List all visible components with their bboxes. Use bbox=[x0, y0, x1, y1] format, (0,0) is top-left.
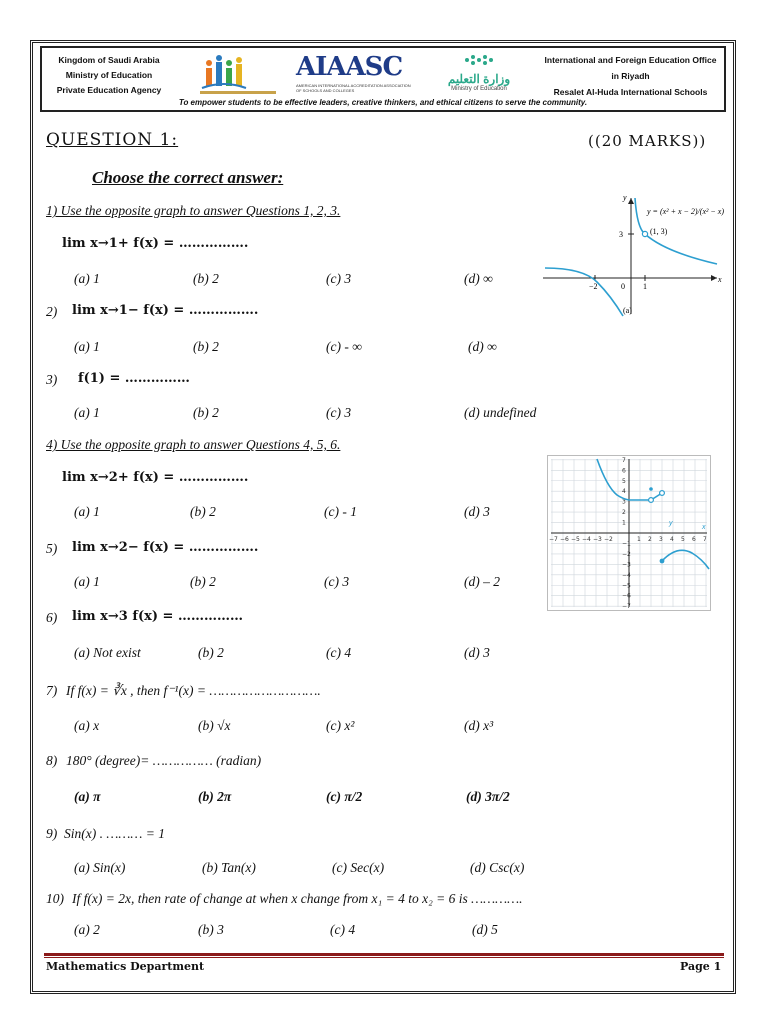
graph1-caption: (a) bbox=[623, 306, 632, 315]
graph2-y-tick: 3 bbox=[622, 498, 626, 506]
q2-option-d[interactable]: (d) ∞ bbox=[468, 339, 497, 354]
header-right-line-2: in Riyadh bbox=[611, 71, 650, 81]
graph2-x-tick: 2 bbox=[648, 536, 652, 543]
graph2-y-tick: 1 bbox=[622, 519, 626, 527]
graph2-x-tick: 3 bbox=[659, 536, 663, 543]
footer-rule-thin bbox=[44, 957, 724, 958]
graph1-left-branch bbox=[545, 268, 623, 316]
question-4-text: lim x→2+ f(x) = ……………. bbox=[62, 470, 249, 485]
footer-rule bbox=[44, 953, 724, 956]
graph1-x-label: x bbox=[718, 275, 722, 284]
graph2-y-tick: −5 bbox=[622, 582, 631, 590]
graph2-x-tick: 4 bbox=[670, 536, 674, 543]
graph1-open-point bbox=[642, 231, 647, 236]
header-right-block bbox=[543, 52, 718, 100]
question-9-text: Sin(x) . ……… = 1 bbox=[64, 826, 165, 841]
q4-option-b[interactable]: (b) 2 bbox=[190, 504, 216, 519]
question-10-text: If f(x) = 2x, then rate of change at when x change from x₁ = 4 to x₂ = 6 is …………. bbox=[72, 891, 523, 906]
question-3-text: f(1) = …………… bbox=[78, 371, 190, 386]
header-right-line-1: International and Foreign Education Office bbox=[544, 55, 717, 65]
q7-option-b[interactable]: (b) √x bbox=[198, 718, 231, 733]
graph2-x-tick: 7 bbox=[703, 536, 707, 543]
school-header bbox=[40, 46, 726, 112]
q3-option-b[interactable]: (b) 2 bbox=[193, 405, 219, 420]
q4-option-d[interactable]: (d) 3 bbox=[464, 504, 490, 519]
q3-option-c[interactable]: (c) 3 bbox=[326, 405, 352, 420]
question-10-number: 10) bbox=[46, 891, 64, 906]
q5-option-d[interactable]: (d) – 2 bbox=[464, 574, 500, 589]
aiaa-logo-block bbox=[296, 52, 416, 93]
question-5-number: 5) bbox=[46, 541, 58, 556]
q8-option-c[interactable]: (c) π/2 bbox=[326, 789, 363, 804]
question-2-text: lim x→1− f(x) = ……………. bbox=[72, 303, 259, 318]
graph2-x-tick: −6 bbox=[560, 536, 569, 543]
moe-emblem-icon bbox=[459, 52, 499, 68]
graph2-open-point-1 bbox=[649, 498, 654, 503]
q5-option-a[interactable]: (a) 1 bbox=[74, 574, 100, 589]
instruction: Choose the correct answer: bbox=[92, 168, 284, 187]
q8-option-d[interactable]: (d) 3π/2 bbox=[466, 789, 510, 804]
question-5-text: lim x→2− f(x) = ……………. bbox=[72, 540, 259, 555]
graph2-y-label: y bbox=[669, 520, 673, 527]
marks-label: ((20 MARKS)) bbox=[588, 132, 707, 150]
question-2-number: 2) bbox=[46, 304, 58, 319]
graph1-point-label: (1, 3) bbox=[650, 227, 668, 236]
q9-option-b[interactable]: (b) Tan(x) bbox=[202, 860, 256, 875]
moe-logo-block bbox=[434, 52, 524, 92]
intro-graph-1: 1) Use the opposite graph to answer Questions 1, 2, 3. bbox=[46, 203, 341, 218]
question-1-text: lim x→1+ f(x) = ……………. bbox=[62, 236, 249, 251]
q3-option-d[interactable]: (d) undefined bbox=[464, 405, 537, 420]
graph2-x-tick: 1 bbox=[637, 536, 641, 543]
graph2-x-tick: −2 bbox=[604, 536, 613, 543]
graph2-y-tick: −6 bbox=[622, 592, 631, 600]
question-title: QUESTION 1: bbox=[46, 130, 179, 150]
question-7-number: 7) bbox=[46, 683, 58, 698]
question-9-number: 9) bbox=[46, 826, 58, 841]
graph2-open-point-2 bbox=[660, 491, 665, 496]
graph2-filled-point-1 bbox=[649, 487, 653, 491]
q6-option-b[interactable]: (b) 2 bbox=[198, 645, 224, 660]
header-left-line-1: Kingdom of Saudi Arabia bbox=[58, 55, 160, 65]
q9-option-d[interactable]: (d) Csc(x) bbox=[470, 860, 525, 875]
q10-option-a[interactable]: (a) 2 bbox=[74, 922, 100, 937]
q10-option-d[interactable]: (d) 5 bbox=[472, 922, 498, 937]
q5-option-c[interactable]: (c) 3 bbox=[324, 574, 350, 589]
aiaa-caption: AMERICAN INTERNATIONAL ACCREDITATION ASSOCIATION OF SCHOOLS AND COLLEGES bbox=[296, 83, 411, 93]
q5-option-b[interactable]: (b) 2 bbox=[190, 574, 216, 589]
q6-option-a[interactable]: (a) Not exist bbox=[74, 645, 141, 660]
moe-arabic: وزارة التعليم bbox=[447, 72, 511, 86]
graph1-tick-0: 0 bbox=[621, 282, 625, 291]
q1-option-c[interactable]: (c) 3 bbox=[326, 271, 352, 286]
graph2-y-tick: 4 bbox=[622, 488, 626, 496]
q6-option-d[interactable]: (d) 3 bbox=[464, 645, 490, 660]
q6-option-c[interactable]: (c) 4 bbox=[326, 645, 352, 660]
footer-department: Mathematics Department bbox=[46, 960, 205, 973]
graph2-x-tick: −3 bbox=[593, 536, 602, 543]
q10-option-c[interactable]: (c) 4 bbox=[330, 922, 356, 937]
graph2-y-tick: −1 bbox=[622, 540, 631, 548]
question-7-text: If f(x) = ∛x , then f⁻¹(x) = ………………………. bbox=[66, 683, 321, 698]
graph1-tick-3: 3 bbox=[619, 230, 623, 239]
q1-option-b[interactable]: (b) 2 bbox=[193, 271, 219, 286]
graph2-y-tick: 6 bbox=[622, 467, 626, 475]
graph2-x-tick: 5 bbox=[681, 536, 685, 543]
q9-option-c[interactable]: (c) Sec(x) bbox=[332, 860, 385, 875]
graph1-y-label: y bbox=[623, 193, 627, 202]
header-right-line-3: Resalet Al-Huda International Schools bbox=[553, 87, 708, 97]
header-left-line-2: Ministry of Education bbox=[65, 70, 153, 80]
graph1-tick-neg2: −2 bbox=[589, 282, 598, 291]
q7-option-a[interactable]: (a) x bbox=[74, 718, 100, 733]
q2-option-c[interactable]: (c) - ∞ bbox=[326, 339, 362, 354]
question-6-number: 6) bbox=[46, 610, 58, 625]
q3-option-a[interactable]: (a) 1 bbox=[74, 405, 100, 420]
header-left-line-3: Private Education Agency bbox=[56, 85, 162, 95]
q1-option-d[interactable]: (d) ∞ bbox=[464, 271, 493, 286]
graph-piecewise-function bbox=[547, 455, 711, 611]
intro-graph-2: 4) Use the opposite graph to answer Questions 4, 5, 6. bbox=[46, 437, 341, 452]
header-left-block bbox=[54, 53, 164, 98]
graph2-y-tick: 2 bbox=[622, 509, 626, 517]
question-6-text: lim x→3 f(x) = …………… bbox=[72, 609, 243, 624]
q2-option-a[interactable]: (a) 1 bbox=[74, 339, 100, 354]
aiaa-logo: AIAASC bbox=[296, 52, 403, 82]
graph2-filled-point-2 bbox=[660, 559, 665, 564]
q8-option-b[interactable]: (b) 2π bbox=[198, 789, 232, 804]
graph2-y-tick: −3 bbox=[622, 561, 631, 569]
graph2-x-tick: −5 bbox=[571, 536, 580, 543]
graph2-x-label: x bbox=[702, 524, 706, 531]
graph1-tick-1: 1 bbox=[643, 282, 647, 291]
graph2-y-tick: −7 bbox=[622, 603, 631, 611]
question-3-number: 3) bbox=[46, 372, 58, 387]
q7-option-d[interactable]: (d) x³ bbox=[464, 718, 494, 733]
graph2-y-tick: 7 bbox=[622, 456, 626, 464]
graph2-y-tick: −4 bbox=[622, 571, 631, 579]
q1-option-a[interactable]: (a) 1 bbox=[74, 271, 100, 286]
q4-option-a[interactable]: (a) 1 bbox=[74, 504, 100, 519]
graph1-equation: y = (x² + x − 2)/(x² − x) bbox=[647, 207, 725, 216]
moe-caption: Ministry of Education bbox=[451, 86, 507, 92]
q4-option-c[interactable]: (c) - 1 bbox=[324, 504, 357, 519]
graph2-x-tick: −4 bbox=[582, 536, 591, 543]
graph2-y-tick: 5 bbox=[622, 477, 626, 485]
question-8-number: 8) bbox=[46, 753, 58, 768]
graph2-y-tick: −2 bbox=[622, 550, 631, 558]
graph-rational-function bbox=[535, 192, 725, 320]
q9-option-a[interactable]: (a) Sin(x) bbox=[74, 860, 126, 875]
footer-page-number: Page 1 bbox=[680, 960, 722, 973]
q10-option-b[interactable]: (b) 3 bbox=[198, 922, 224, 937]
q8-option-a[interactable]: (a) π bbox=[74, 789, 101, 804]
graph2-x-tick: 6 bbox=[692, 536, 696, 543]
q2-option-b[interactable]: (b) 2 bbox=[193, 339, 219, 354]
graph2-x-tick: −7 bbox=[549, 536, 558, 543]
q7-option-c[interactable]: (c) x² bbox=[326, 718, 355, 733]
school-motto: To empower students to be effective leaders, creative thinkers, and ethical citizens to serve the community. bbox=[178, 98, 588, 107]
school-logo bbox=[200, 54, 276, 98]
question-8-text: 180° (degree)= …………… (radian) bbox=[66, 753, 262, 768]
